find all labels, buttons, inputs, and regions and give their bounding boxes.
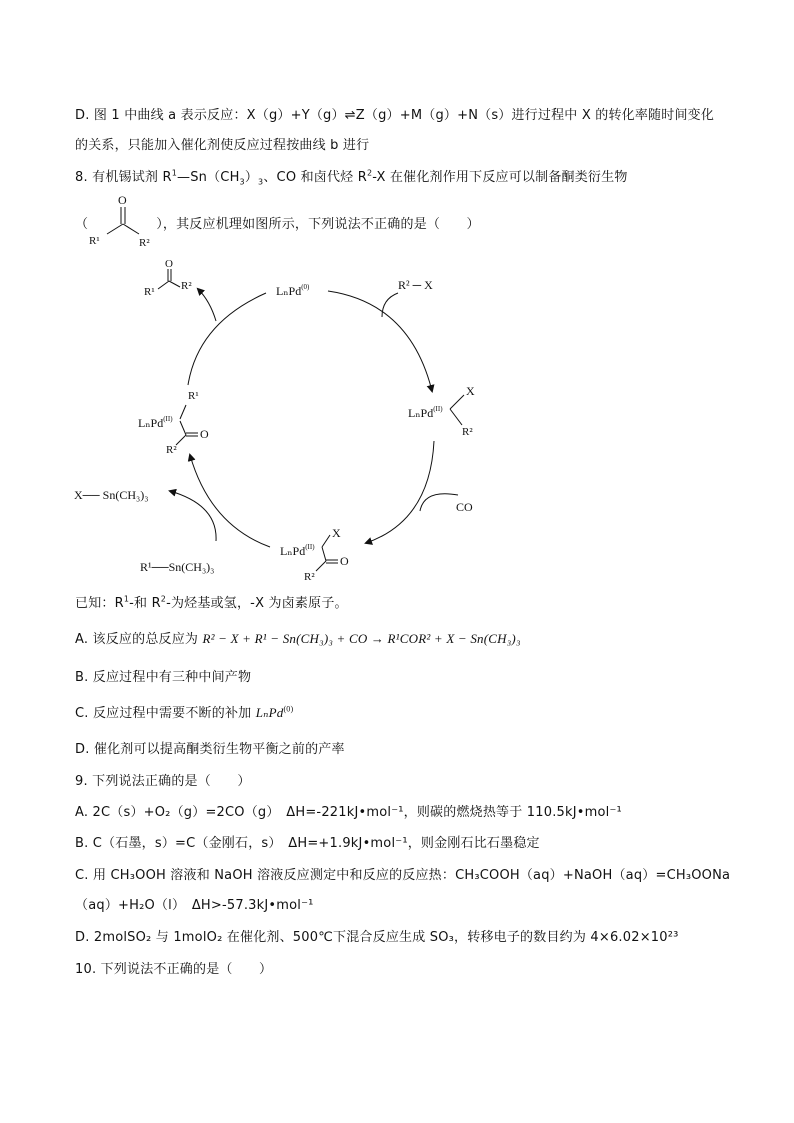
acyl-x-label: X <box>332 526 341 540</box>
ketone-structure <box>85 190 165 252</box>
q8-option-c: C. 反应过程中需要不断的补加 LₙPd$^{(0)}$ <box>75 704 294 721</box>
pd2-r1-acyl-species: LₙPd$^{(II)}$ <box>138 415 173 430</box>
left-r1-label: R¹ <box>188 390 199 402</box>
arrow-ketone-out <box>198 289 216 321</box>
co-label: CO <box>456 500 473 514</box>
ketone-r1-label: R¹ <box>89 235 100 247</box>
q7-option-d-line2: 的关系，只能加入催化剂使反应过程按曲线 b 进行 <box>75 138 370 153</box>
q9-option-a: A. 2C（s）+O₂（g）=2CO（g） ΔH=-221kJ•mol⁻¹，则碳的燃烧热等于 110.5kJ•mol⁻¹ <box>75 805 622 820</box>
q8-option-c-species: LₙPd <box>255 705 284 720</box>
sn-reagent: R¹──Sn(CH₃)₃ <box>140 560 215 574</box>
q9-option-c-line1: C. 用 CH₃OOH 溶液和 NaOH 溶液反应测定中和反应的反应热：CH₃COOH（aq）+NaOH（aq）=CH₃OONa <box>75 868 731 883</box>
pd2-x-label: X <box>466 384 475 398</box>
acyl-r2-label: R² <box>304 571 315 583</box>
product-r2-label: R² <box>181 280 192 292</box>
left-o-label: O <box>200 427 209 441</box>
q9-stem: 9. 下列说法正确的是（ ） <box>75 774 251 789</box>
pd0-species: LₙPd$^{(0)}$ <box>276 283 310 298</box>
q8-known: 已知：$R^1-$和 $R^2-$为烃基或氢，-X 为卤素原子。 <box>75 594 348 611</box>
q8-option-a: A. 该反应的总反应为 R² − X + R¹ − Sn(CH₃)₃ + CO → R¹COR² + X − Sn(CH₃)₃ <box>75 631 521 647</box>
q8-stem: 8. 有机锡试剂 $R^1—Sn(CH_3)_3$、CO 和卤代烃 $R^2-X$ 在催化剂作用下反应可以制备酮类衍生物 <box>75 168 628 187</box>
product-r1-label: R¹ <box>144 286 155 298</box>
q7-option-d-line1: D. 图 1 中曲线 a 表示反应：X（g）+Y（g）⇌Z（g）+M（g）+N（s）进行过程中 X 的转化率随时间变化 <box>75 108 715 123</box>
arrow-reductive-elimination <box>188 293 266 385</box>
catalytic-cycle-diagram <box>70 255 510 585</box>
q9-option-c-line2: （aq）+H₂O（l） ΔH>-57.3kJ•mol⁻¹ <box>75 898 314 913</box>
q9-option-b: B. C（石墨，s）=C（金刚石，s） ΔH=+1.9kJ•mol⁻¹，则金刚石比石墨稳定 <box>75 836 540 851</box>
ketone-o-label: O <box>118 193 127 207</box>
q8-option-b: B. 反应过程中有三种中间产物 <box>75 670 252 685</box>
left-r2-label: R² <box>166 444 177 456</box>
q8-stem-line2: （ ），其反应机理如图所示，下列说法不正确的是（ ） <box>75 217 480 232</box>
q8-option-a-equation: R² − X + R¹ − Sn(CH₃)₃ + CO → R¹COR² + X − Sn(CH₃)₃ <box>202 631 521 646</box>
q9-option-d: D. 2molSO₂ 与 1molO₂ 在催化剂、500℃下混合反应生成 SO₃，转移电子的数目约为 4×6.02×10²³ <box>75 930 679 945</box>
ketone-r2-label: R² <box>139 237 150 249</box>
pd2-acyl-species: LₙPd$^{(II)}$ <box>280 543 315 558</box>
arrow-co-in <box>420 494 458 511</box>
arrow-co-insertion <box>366 441 434 543</box>
arrow-transmetalation <box>190 455 270 547</box>
product-o-label: O <box>165 258 173 270</box>
q10-stem: 10. 下列说法不正确的是（ ） <box>75 962 273 977</box>
q8-option-d: D. 催化剂可以提高酮类衍生物平衡之前的产率 <box>75 742 345 757</box>
arrow-oxidative-addition <box>328 291 432 391</box>
sn-byproduct: X── Sn(CH₃)₃ <box>74 488 149 502</box>
pd2-r2-label: R² <box>462 426 473 438</box>
pd2-xr2-species: LₙPd$^{(II)}$ <box>408 405 443 420</box>
acyl-o-label: O <box>340 554 349 568</box>
r2x-reagent: R² ─ X <box>398 278 433 292</box>
